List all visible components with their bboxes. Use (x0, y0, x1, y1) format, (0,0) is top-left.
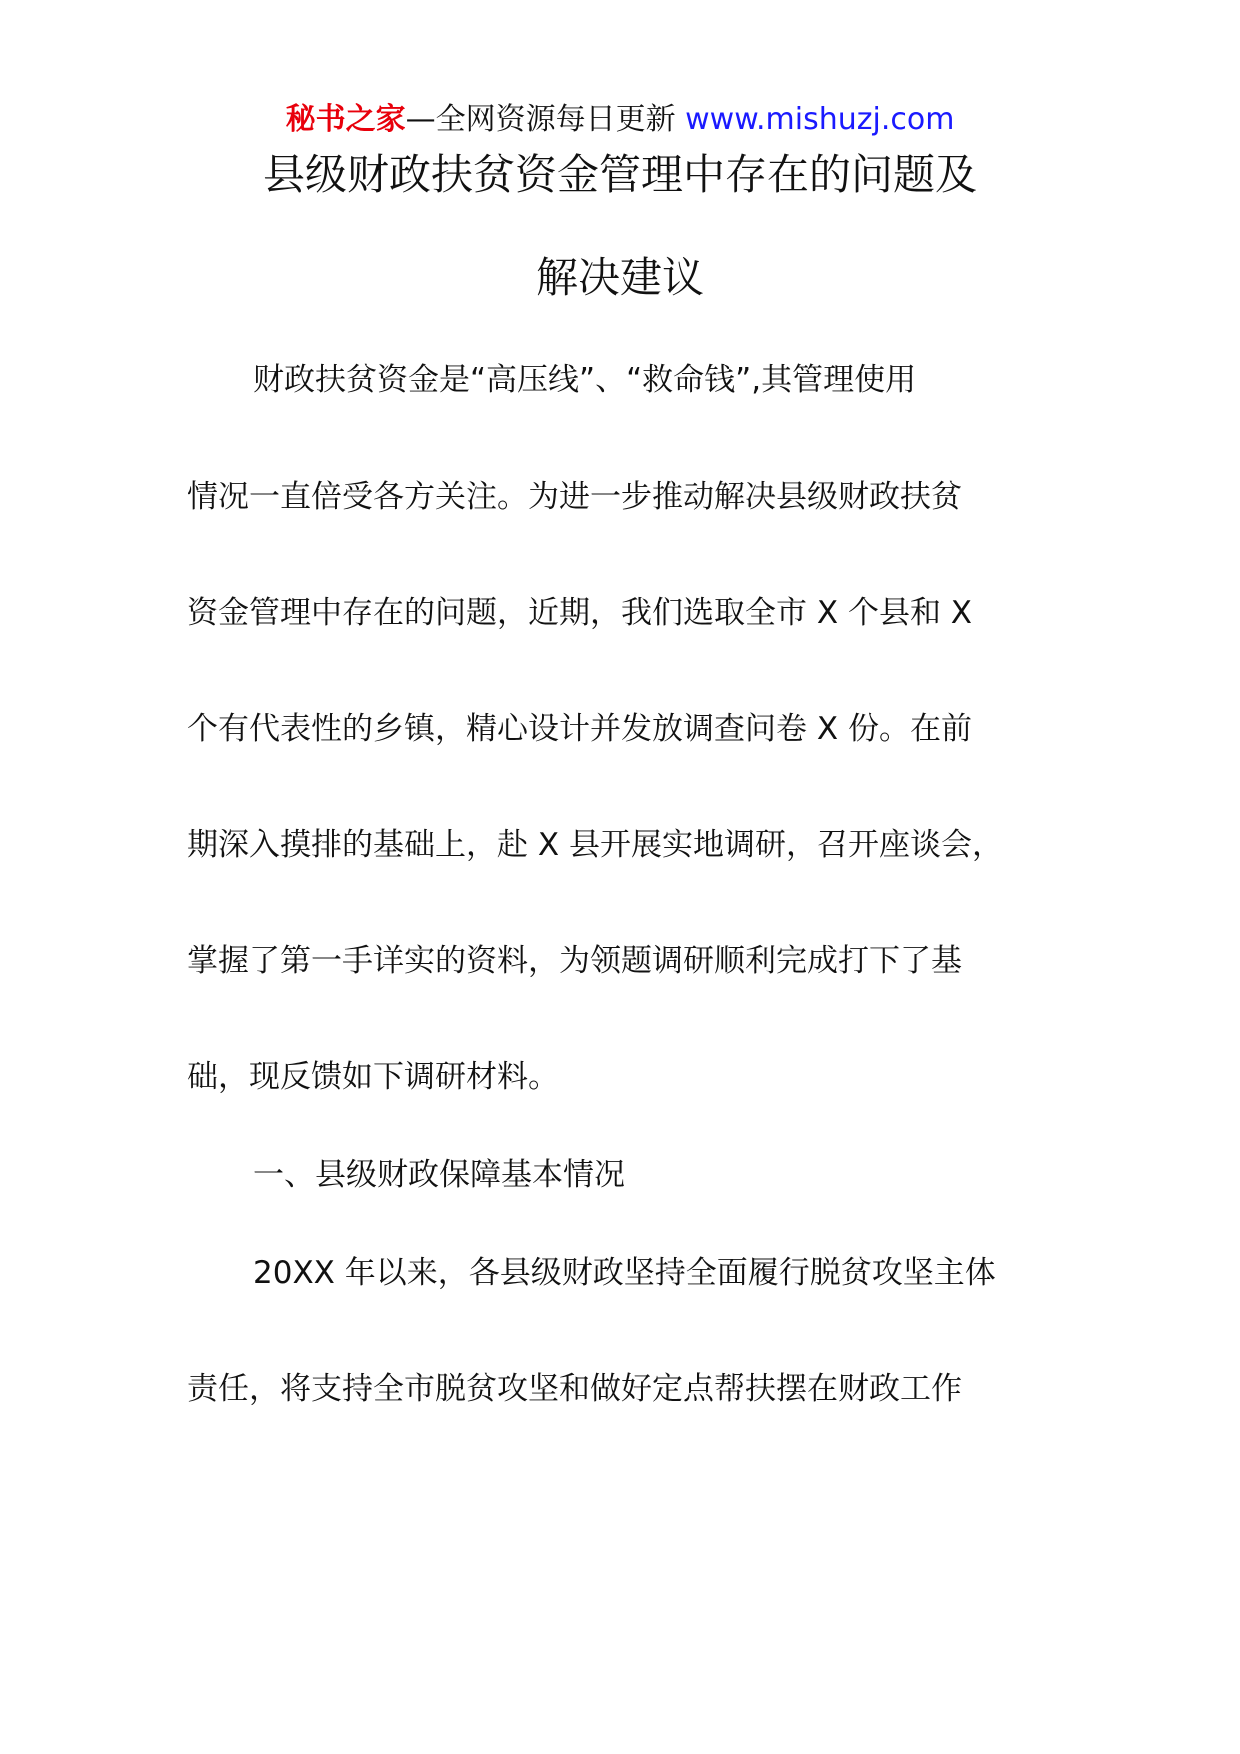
paragraph-line: 掌握了第一手详实的资料，为领题调研顺利完成打下了基 (187, 943, 962, 979)
paragraph-line: 情况一直倍受各方关注。为进一步推动解决县级财政扶贫 (187, 479, 962, 515)
paragraph-line: 20XX 年以来，各县级财政坚持全面履行脱贫攻坚主体 (253, 1255, 996, 1291)
paragraph-line: 责任，将支持全市脱贫攻坚和做好定点帮扶摆在财政工作 (187, 1371, 962, 1407)
document-title-line-1: 县级财政扶贫资金管理中存在的问题及 (262, 150, 977, 199)
paragraph-line: 财政扶贫资金是“高压线”、“救命钱”,其管理使用 (253, 362, 917, 398)
paragraph-line: 个有代表性的乡镇，精心设计并发放调查问卷 X 份。在前 (187, 711, 972, 747)
site-url-link[interactable]: www.mishuzj.com (685, 102, 955, 137)
paragraph-line: 资金管理中存在的问题，近期，我们选取全市 X 个县和 X (187, 595, 973, 631)
site-brand: 秘书之家 (285, 102, 406, 137)
site-header (0, 100, 1240, 140)
paragraph-line: 期深入摸排的基础上，赴 X 县开展实地调研，召开座谈会， (187, 827, 1003, 863)
site-tagline: —全网资源每日更新 (405, 102, 676, 137)
section-heading: 一、县级财政保障基本情况 (253, 1157, 625, 1193)
paragraph-line: 础，现反馈如下调研材料。 (187, 1059, 559, 1095)
document-title-line-2: 解决建议 (535, 253, 704, 302)
